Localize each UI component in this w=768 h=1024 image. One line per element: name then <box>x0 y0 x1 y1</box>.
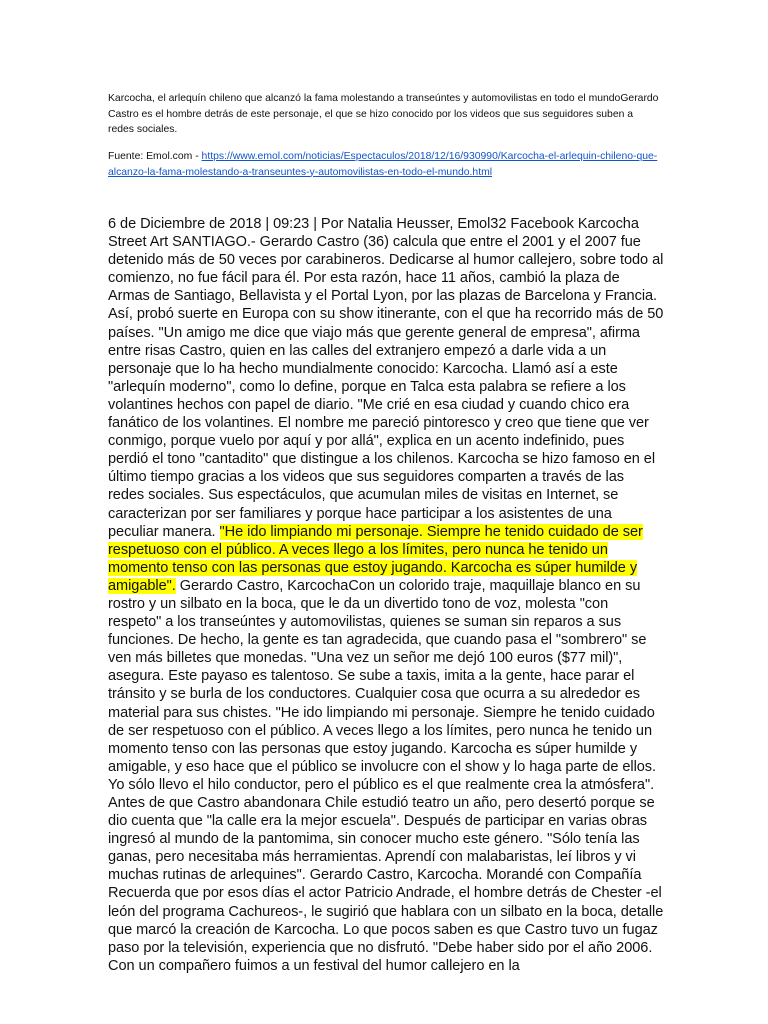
highlighted-quote: "He ido limpiando mi personaje. Siempre he tenido cuidado de ser respetuoso con el público. A veces llego a los límites, pero nunca he tenido un momento tenso con las personas que estoy jugando. Karcocha es súper humilde y amigable". <box>108 523 643 594</box>
article-body <box>108 215 664 975</box>
source-prefix: Fuente: Emol.com - <box>108 151 202 162</box>
source-link[interactable]: https://www.emol.com/noticias/Espectaculos/2018/12/16/930990/Karcocha-el-arlequin-chileno-que-alcanzo-la-fama-molestando-a-transeuntes-y-automovilistas-en-todo-el-mundo.html <box>108 151 658 178</box>
article-text-part-2: Gerardo Castro, KarcochaCon un colorido traje, maquillaje blanco en su rostro y un silbato en la boca, que le da un divertido tono de voz, molesta "con respeto" a los transeúntes y automovilistas, quienes se suman sin reparos a sus funciones. De hecho, la gente es tan agradecida, que cuando pasa el "sombrero" se ven más billetes que monedas. "Una vez un señor me dejó 100 euros ($77 mil)", asegura. Este payaso es talentoso. Se sube a taxis, imita a la gente, hace parar el tránsito y se burla de los conductores. Cualquier cosa que ocurra a su alrededor es material para sus chistes. "He ido limpiando mi personaje. Siempre he tenido cuidado de ser respetuoso con el público. A veces llego a los límites, pero nunca he tenido un momento tenso con las personas que estoy jugando. Karcocha es súper humilde y amigable, y eso hace que el público se involucre con el show y lo haga parte de ellos. Yo sólo llevo el hilo conductor, pero el público es el que realmente crea la atmósfera". Antes de que Castro abandonara Chile estudió teatro un año, pero desertó porque se dio cuenta que "la calle era la mejor escuela". Después de participar en varias obras ingresó al mundo de la pantomima, sin conocer mucho este género. "Sólo tenía las ganas, pero necesitaba más herramientas. Aprendí con malabaristas, leí libros y vi muchas rutinas de arlequines". Gerardo Castro, Karcocha. Morandé con Compañía Recuerda que por esos días el actor Patricio Andrade, el hombre detrás de Chester -el león del programa Cachureos-, le sugirió que hablara con un silbato en la boca, detalle que marcó la creación de Karcocha. Lo que pocos saben es que Castro tuvo un fugaz paso por la televisión, experiencia que no disfrutó. "Debe haber sido por el año 2006. Con un compañero fuimos a un festival del humor callejero en la <box>108 577 664 974</box>
intro-paragraph: Karcocha, el arlequín chileno que alcanzó la fama molestando a transeúntes y automovilistas en todo el mundoGerardo Castro es el hombre detrás de este personaje, el que se hizo conocido por los videos que sus seguidores suben a redes sociales. <box>108 93 659 136</box>
source-line <box>108 149 660 180</box>
article-text-part-1: 6 de Diciembre de 2018 | 09:23 | Por Natalia Heusser, Emol32 Facebook Karcocha Street Art SANTIAGO.- Gerardo Castro (36) calcula que entre el 2001 y el 2007 fue detenido más de 50 veces por carabineros. Dedicarse al humor callejero, sobre todo al comienzo, no fue fácil para él. Por esta razón, hace 11 años, cambió la plaza de Armas de Santiago, Bellavista y el Portal Lyon, por las plazas de Barcelona y Francia. Así, probó suerte en Europa con su show itinerante, con el que ha recorrido más de 50 países. "Un amigo me dice que viajo más que gerente general de empresa", afirma entre risas Castro, quien en las calles del extranjero empezó a darle vida a un personaje que lo ha hecho mundialmente conocido: Karcocha. Llamó así a este "arlequín moderno", como lo define, porque en Talca esta palabra se refiere a los volantines hechos con papel de diario. "Me crié en esa ciudad y cuando chico era fanático de los volantines. El nombre me pareció pintoresco y creo que tiene que ver conmigo, porque vuelo por aquí y por allá", explica en un acento indefinido, pues perdió el tono "cantadito" que distingue a los chilenos. Karcocha se hizo famoso en el último tiempo gracias a los videos que sus seguidores comparten a través de las redes sociales. Sus espectáculos, que acumulan miles de visitas en Internet, se caracterizan por ser familiares y porque hace participar a los asistentes de una peculiar manera. <box>108 216 664 540</box>
